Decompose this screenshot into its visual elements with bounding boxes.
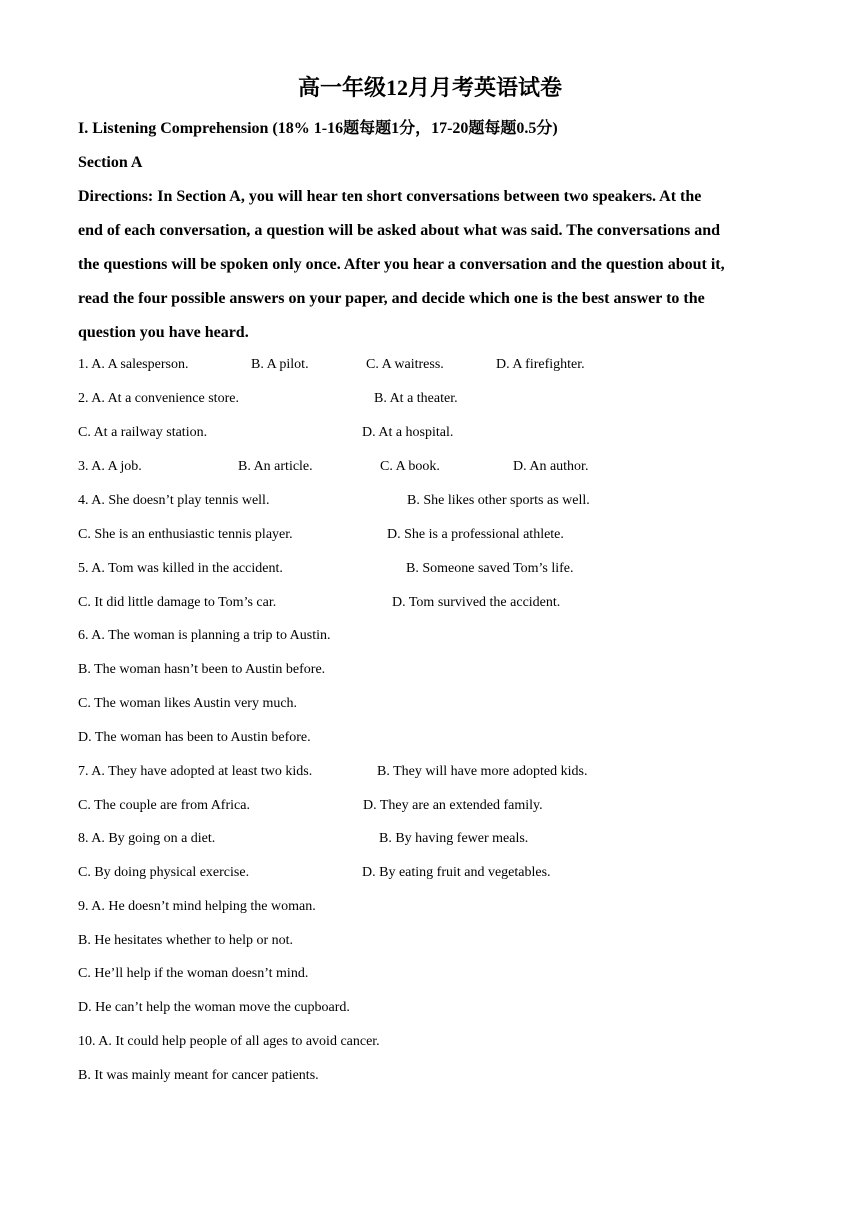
q3-option-d: D. An author.: [513, 459, 589, 474]
q7-option-c: C. The couple are from Africa.: [78, 798, 250, 813]
directions-line-1: Directions: In Section A, you will hear ten short conversations between two speakers. At the: [78, 188, 702, 205]
q3-option-b: B. An article.: [238, 459, 313, 474]
q5-option-b: B. Someone saved Tom’s life.: [406, 561, 574, 576]
q1-option-a: 1. A. A salesperson.: [78, 357, 189, 372]
q7-option-b: B. They will have more adopted kids.: [377, 764, 588, 779]
q6-option-d: D. The woman has been to Austin before.: [78, 730, 311, 745]
q8-option-d: D. By eating fruit and vegetables.: [362, 865, 551, 880]
q9-option-a: 9. A. He doesn’t mind helping the woman.: [78, 899, 316, 914]
q5-option-a: 5. A. Tom was killed in the accident.: [78, 561, 283, 576]
q3-option-c: C. A book.: [380, 459, 440, 474]
q3-option-a: 3. A. A job.: [78, 459, 142, 474]
q6-option-a: 6. A. The woman is planning a trip to Austin.: [78, 628, 331, 643]
q8-option-a: 8. A. By going on a diet.: [78, 831, 216, 846]
q8-option-b: B. By having fewer meals.: [379, 831, 529, 846]
q9-option-d: D. He can’t help the woman move the cupboard.: [78, 1000, 350, 1015]
exam-title: 高一年级12月月考英语试卷: [297, 75, 562, 100]
q2-option-b: B. At a theater.: [374, 391, 458, 406]
part-heading: I. Listening Comprehension (18% 1-16题每题1分，17-20题每题0.5分): [78, 120, 558, 137]
q5-option-d: D. Tom survived the accident.: [392, 595, 561, 610]
q9-option-b: B. He hesitates whether to help or not.: [78, 933, 294, 948]
q10-option-b: B. It was mainly meant for cancer patients.: [78, 1068, 319, 1083]
q4-option-b: B. She likes other sports as well.: [407, 493, 590, 508]
q4-option-d: D. She is a professional athlete.: [387, 527, 564, 542]
directions-line-4: read the four possible answers on your paper, and decide which one is the best answer to the: [78, 290, 705, 307]
section-heading: Section A: [78, 154, 143, 171]
q2-option-d: D. At a hospital.: [362, 425, 454, 440]
directions-line-5: question you have heard.: [78, 324, 249, 341]
q1-option-d: D. A firefighter.: [496, 357, 585, 372]
q9-option-c: C. He’ll help if the woman doesn’t mind.: [78, 966, 309, 981]
q2-option-a: 2. A. At a convenience store.: [78, 391, 239, 406]
q6-option-b: B. The woman hasn’t been to Austin before.: [78, 662, 326, 677]
q6-option-c: C. The woman likes Austin very much.: [78, 696, 298, 711]
q7-option-d: D. They are an extended family.: [363, 798, 543, 813]
directions-line-2: end of each conversation, a question will be asked about what was said. The conversations and: [78, 222, 721, 239]
q5-option-c: C. It did little damage to Tom’s car.: [78, 595, 277, 610]
q4-option-a: 4. A. She doesn’t play tennis well.: [78, 493, 270, 508]
q1-option-b: B. A pilot.: [251, 357, 309, 372]
q8-option-c: C. By doing physical exercise.: [78, 865, 250, 880]
q2-option-c: C. At a railway station.: [78, 425, 208, 440]
q7-option-a: 7. A. They have adopted at least two kids.: [78, 764, 313, 779]
q10-option-a: 10. A. It could help people of all ages to avoid cancer.: [78, 1034, 380, 1049]
q1-option-c: C. A waitress.: [366, 357, 444, 372]
q4-option-c: C. She is an enthusiastic tennis player.: [78, 527, 293, 542]
directions-line-3: the questions will be spoken only once. After you hear a conversation and the question about it,: [78, 256, 725, 273]
